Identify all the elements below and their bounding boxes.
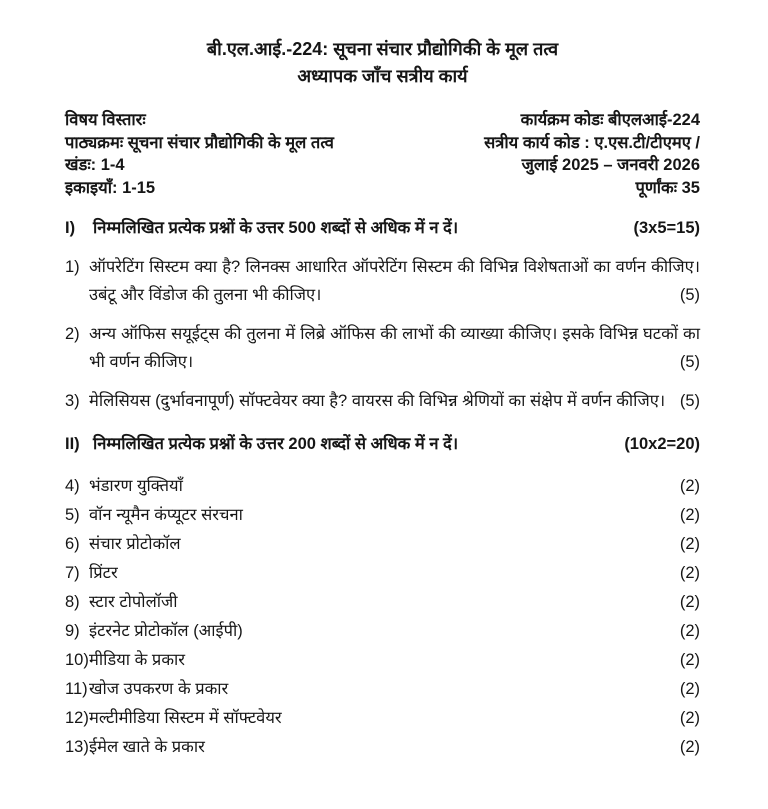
assignment-code: सत्रीय कार्य कोड : ए.एस.टी/टीएमए / bbox=[484, 133, 700, 152]
question-text: वॉन न्यूमैन कंप्यूटर संरचना bbox=[89, 506, 243, 524]
question-text: मीडिया के प्रकार bbox=[89, 651, 186, 669]
short-question-list bbox=[65, 472, 700, 762]
question-marks: (2) bbox=[679, 680, 700, 698]
question-number: 7) bbox=[65, 564, 80, 582]
question-number: 8) bbox=[65, 593, 80, 611]
question-row bbox=[65, 617, 700, 646]
section-2-numeral: II) bbox=[65, 435, 80, 453]
question-row bbox=[65, 733, 700, 762]
question-marks: (2) bbox=[679, 622, 700, 640]
section-1-marks: (3x5=15) bbox=[633, 219, 700, 237]
course-name: पाठ्यक्रमः सूचना संचार प्रौद्योगिकी के मूल तत्व bbox=[65, 133, 334, 152]
coverage-label: विषय विस्तारः bbox=[65, 111, 146, 129]
question-number: 9) bbox=[65, 622, 80, 640]
question-row bbox=[65, 501, 700, 530]
question-row bbox=[65, 387, 700, 415]
question-marks: (5) bbox=[679, 286, 700, 304]
units-range: इकाइयाँ: 1-15 bbox=[65, 178, 156, 197]
question-text: ऑपरेटिंग सिस्टम क्या है? लिनक्स आधारित ऑपरेटिंग सिस्टम की विभिन्न विशेषताओं का वर्णन कीजिए। उबंटू और विंडोज की तुलना भी कीजिए। bbox=[89, 258, 700, 304]
document-title bbox=[65, 36, 700, 90]
question-text: प्रिंटर bbox=[89, 564, 118, 582]
question-number: 6) bbox=[65, 535, 80, 553]
section-1-instruction: निम्मलिखित प्रत्येक प्रश्नों के उत्तर 500 शब्दों से अधिक में न दें। bbox=[93, 219, 459, 237]
question-number: 2) bbox=[65, 325, 80, 343]
meta-right-column bbox=[484, 109, 700, 199]
question-number: 12) bbox=[65, 709, 89, 727]
programme-code: कार्यक्रम कोडः बीएलआई-224 bbox=[520, 111, 700, 129]
question-number: 5) bbox=[65, 506, 80, 524]
session-dates: जुलाई 2025 – जनवरी 2026 bbox=[521, 156, 700, 174]
question-row bbox=[65, 253, 700, 309]
course-title-line: बी.एल.आई.-224: सूचना संचार प्रौद्योगिकी के मूल तत्व bbox=[206, 39, 559, 59]
question-row bbox=[65, 472, 700, 501]
question-number: 4) bbox=[65, 477, 80, 495]
section-2-marks: (10x2=20) bbox=[624, 435, 700, 453]
question-text: मेलिसियस (दुर्भावनापूर्ण) सॉफ्टवेयर क्या है? वायरस की विभिन्न श्रेणियों का संक्षेप में वर्णन कीजिए। bbox=[89, 392, 666, 410]
question-text: अन्य ऑफिस सयूईट्स की तुलना में लिब्रे ऑफिस की लाभों की व्याख्या कीजिए। इसके विभिन्न घटकों का भी वर्णन कीजिए। bbox=[89, 325, 700, 371]
question-text: स्टार टोपोलॉजी bbox=[89, 593, 178, 611]
question-marks: (2) bbox=[679, 477, 700, 495]
question-marks: (2) bbox=[679, 709, 700, 727]
question-text: भंडारण युक्तियाँ bbox=[89, 477, 183, 495]
question-text: खोज उपकरण के प्रकार bbox=[89, 680, 229, 698]
question-row bbox=[65, 320, 700, 376]
question-marks: (2) bbox=[679, 593, 700, 611]
question-text: इंटरनेट प्रोटोकॉल (आईपी) bbox=[89, 622, 243, 640]
question-text: ईमेल खाते के प्रकार bbox=[89, 738, 205, 756]
question-marks: (2) bbox=[679, 651, 700, 669]
question-marks: (5) bbox=[679, 392, 700, 410]
question-row bbox=[65, 704, 700, 733]
meta-left-column bbox=[65, 109, 334, 199]
question-row bbox=[65, 588, 700, 617]
section-2-header bbox=[65, 431, 700, 458]
question-marks: (2) bbox=[679, 738, 700, 756]
question-number: 13) bbox=[65, 738, 89, 756]
assignment-meta bbox=[65, 109, 700, 199]
question-number: 1) bbox=[65, 258, 80, 276]
section-1-header bbox=[65, 215, 700, 242]
question-row bbox=[65, 646, 700, 675]
question-marks: (2) bbox=[679, 535, 700, 553]
question-text: संचार प्रोटोकॉल bbox=[89, 535, 181, 553]
total-marks: पूर्णांकः 35 bbox=[635, 178, 700, 197]
question-marks: (2) bbox=[679, 506, 700, 524]
section-1-numeral: I) bbox=[65, 219, 76, 237]
question-row bbox=[65, 530, 700, 559]
assignment-type-line: अध्यापक जाँच सत्रीय कार्य bbox=[297, 66, 468, 86]
question-row bbox=[65, 675, 700, 704]
section-2-instruction: निम्मलिखित प्रत्येक प्रश्नों के उत्तर 200 शब्दों से अधिक में न दें। bbox=[93, 435, 459, 453]
question-number: 11) bbox=[65, 680, 88, 698]
question-number: 3) bbox=[65, 392, 80, 410]
blocks-range: खंडः: 1-4 bbox=[65, 156, 125, 174]
question-number: 10) bbox=[65, 651, 89, 669]
question-marks: (5) bbox=[679, 353, 700, 371]
question-text: मल्टीमीडिया सिस्टम में सॉफ्टवेयर bbox=[89, 709, 282, 727]
question-row bbox=[65, 559, 700, 588]
question-marks: (2) bbox=[679, 564, 700, 582]
